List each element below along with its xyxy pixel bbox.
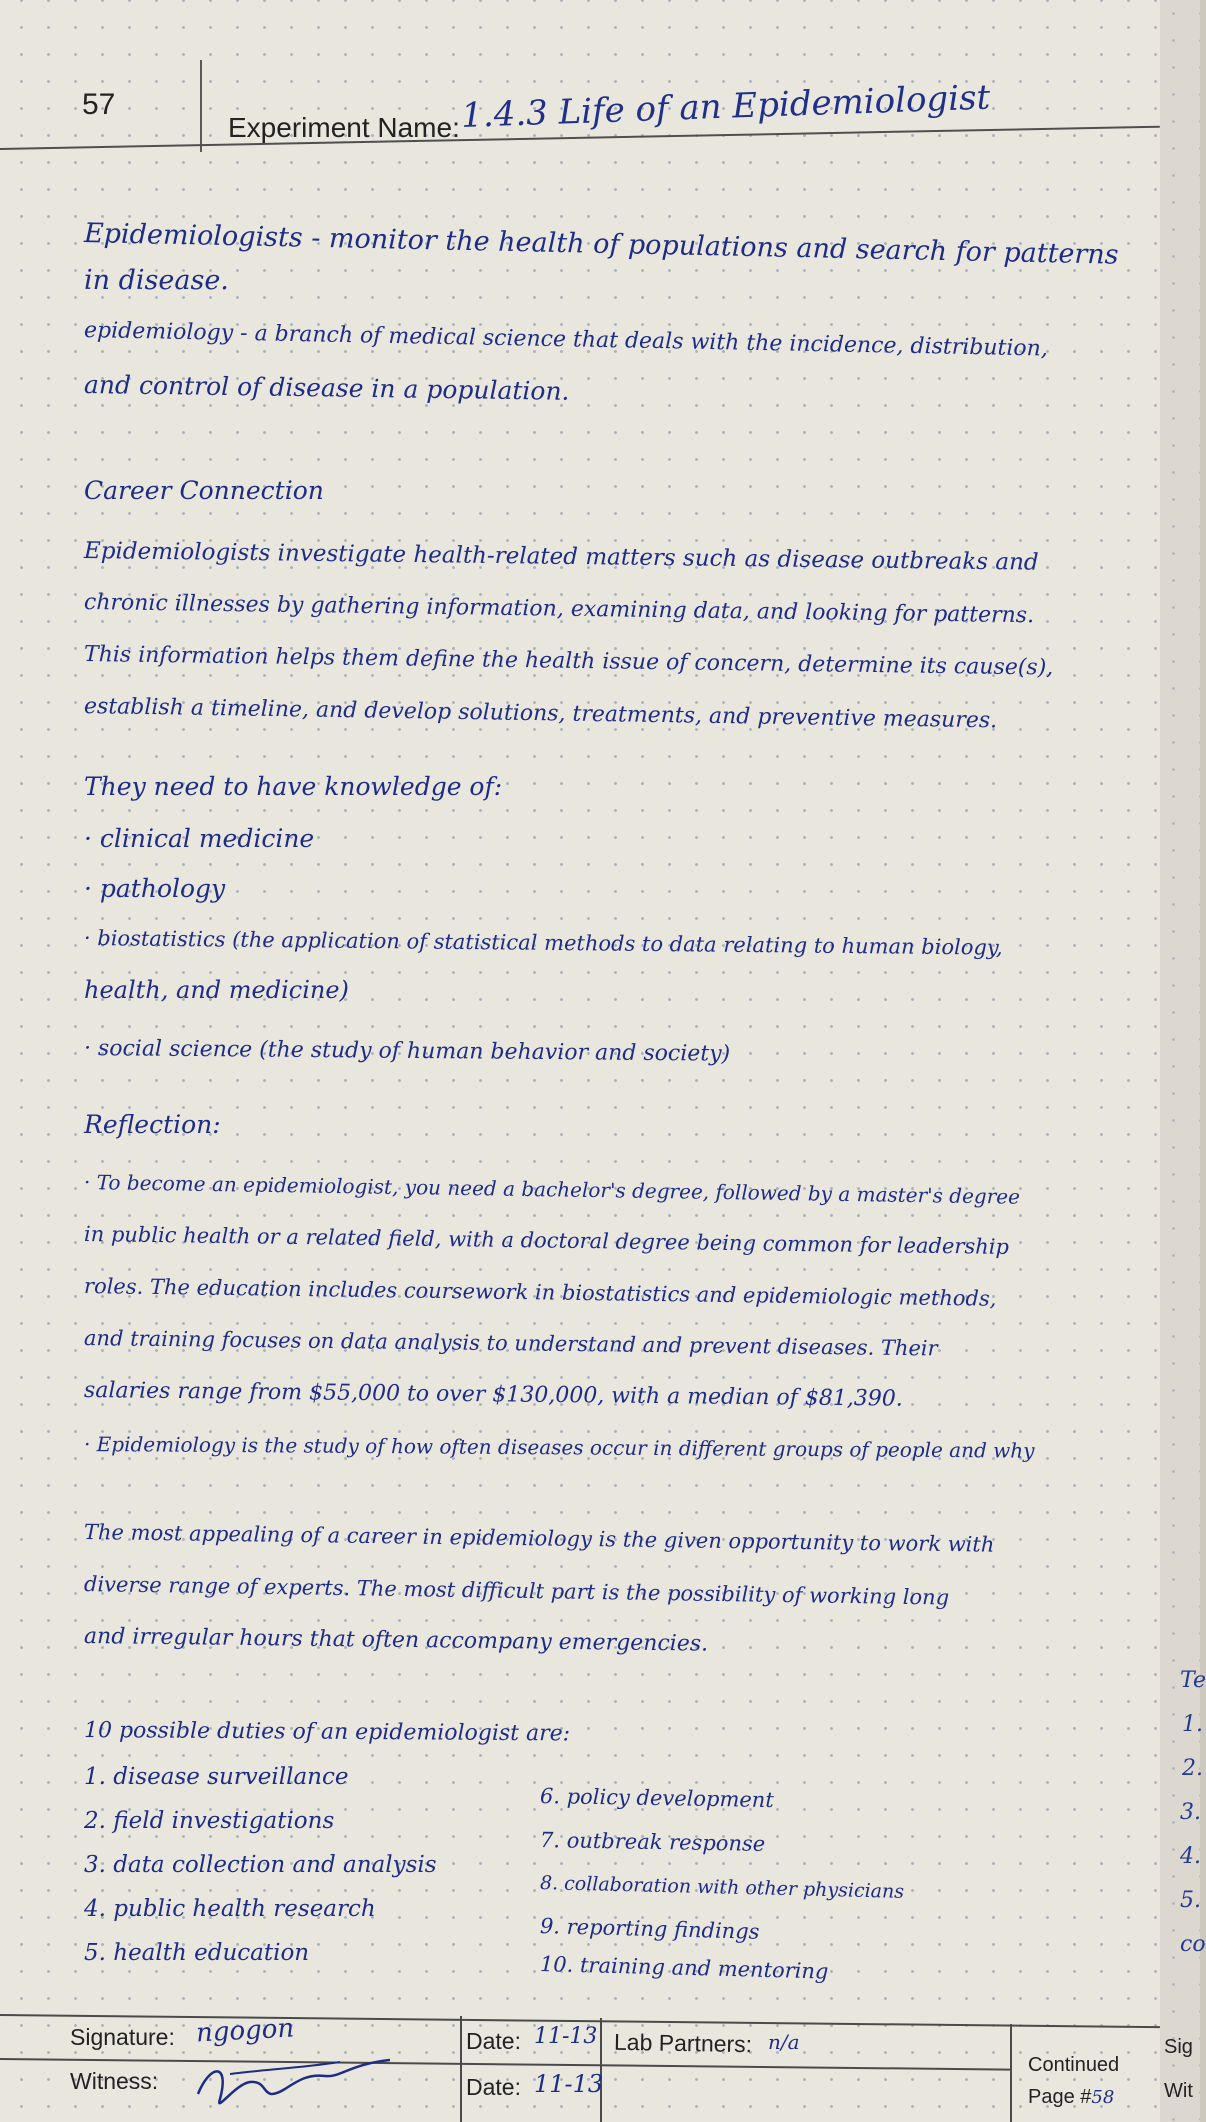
lab-partners-label: Lab Partners: [613, 2028, 753, 2058]
knowledge-item-pathology: · pathology [84, 874, 226, 903]
duty-item: 9. reporting findings [539, 1914, 760, 1944]
career-line-4: establish a timeline, and develop solutions, treatments, and preventive measures. [83, 694, 998, 734]
adjacent-fragment: 2. [1182, 1756, 1203, 1781]
duty-item: 3. data collection and analysis [84, 1852, 437, 1878]
footer-divider-3 [1010, 2024, 1012, 2122]
knowledge-item-social-science: · social science (the study of human behavior and society) [83, 1036, 731, 1067]
signature-label: Signature: [70, 2024, 175, 2050]
knowledge-item-biostatistics: · biostatistics (the application of statistical methods to data relating to human biology, [83, 926, 1003, 960]
date-value-2: 11-13 [534, 2070, 604, 2098]
duty-item: 1. disease surveillance [84, 1764, 349, 1790]
definition-epidemiologists: Epidemiologists - monitor the health of populations and search for patterns [83, 218, 1119, 271]
signature-block [0, 1968, 1160, 2122]
duties-heading: 10 possible duties of an epidemiologist are: [83, 1718, 571, 1747]
career-line-2: chronic illnesses by gathering information, examining data, and looking for patterns. [83, 590, 1035, 629]
page-number: 57 [82, 88, 116, 121]
career-line-3: This information helps them define the health issue of concern, determine its cause(s), [83, 642, 1054, 681]
career-line-1: Epidemiologists investigate health-related matters such as disease outbreaks and [83, 538, 1039, 576]
appealing-line-1: The most appealing of a career in epidemiology is the given opportunity to work with [83, 1520, 995, 1557]
duty-item: 6. policy development [539, 1784, 774, 1813]
definition-epidemiologists-cont: in disease. [84, 265, 229, 296]
career-connection-heading: Career Connection [84, 476, 324, 505]
witness-signature [190, 2044, 400, 2118]
reflection-line-6: · Epidemiology is the study of how often diseases occur in different groups of people and why [83, 1432, 1035, 1463]
duty-item: 2. field investigations [84, 1808, 335, 1834]
knowledge-heading: They need to have knowledge of: [84, 772, 503, 801]
appealing-line-2: diverse range of experts. The most difficult part is the possibility of working long [83, 1572, 950, 1610]
lab-partners-value: n/a [768, 2030, 800, 2054]
knowledge-item-clinical-medicine: · clinical medicine [84, 824, 315, 853]
date-value-1: 11-13 [534, 2024, 598, 2049]
duty-item: 7. outbreak response [539, 1828, 766, 1856]
page-ref-value: 58 [1091, 2087, 1115, 2108]
adjacent-fragment: 1. [1182, 1712, 1203, 1737]
continued-label: Continued [1028, 2054, 1120, 2076]
adjacent-fragment: 5. [1180, 1888, 1201, 1913]
header-divider [200, 60, 202, 152]
duty-item: 5. health education [84, 1940, 310, 1966]
adjacent-fragment: 4. [1180, 1844, 1201, 1869]
reflection-line-3: roles. The education includes coursework in biostatistics and epidemiologic methods, [83, 1274, 997, 1311]
page-ref-prefix: Page # [1028, 2086, 1092, 2108]
definition-epidemiology-cont: and control of disease in a population. [83, 370, 570, 406]
reflection-line-2: in public health or a related field, with a doctoral degree being common for leadership [83, 1222, 1010, 1259]
adjacent-fragment: 3. [1180, 1800, 1201, 1825]
duty-item: 8. collaboration with other physicians [539, 1872, 905, 1903]
date-label-1: Date: [466, 2028, 521, 2054]
witness-label: Witness: [70, 2068, 159, 2094]
appealing-line-3: and irregular hours that often accompany emergencies. [83, 1624, 709, 1657]
date-label-2: Date: [466, 2074, 521, 2100]
page-ref-label [1028, 2086, 1114, 2109]
signature-value: ngogon [195, 2013, 295, 2049]
adjacent-fragment: Wit [1164, 2080, 1193, 2102]
experiment-name-label: Experiment Name: [228, 112, 460, 143]
experiment-name-value: 1.4.3 Life of an Epidemiologist [460, 77, 991, 136]
adjacent-page-edge [1160, 0, 1206, 2122]
definition-epidemiology: epidemiology - a branch of medical science that deals with the incidence, distribution, [83, 318, 1049, 362]
duty-item: 4. public health research [84, 1896, 376, 1922]
adjacent-fragment: Te [1180, 1668, 1206, 1693]
adjacent-fragment: Sig [1164, 2036, 1193, 2058]
reflection-heading: Reflection: [84, 1110, 221, 1139]
knowledge-item-biostatistics-cont: health, and medicine) [84, 976, 349, 1004]
reflection-line-5: salaries range from $55,000 to over $130,000, with a median of $81,390. [83, 1378, 903, 1412]
adjacent-fragment: co [1180, 1932, 1206, 1957]
footer-divider-1 [460, 2016, 462, 2122]
reflection-line-1: · To become an epidemiologist, you need a bachelor's degree, followed by a master's degree [83, 1170, 1021, 1209]
duty-item: 10. training and mentoring [539, 1952, 829, 1984]
reflection-line-4: and training focuses on data analysis to understand and prevent diseases. Their [83, 1326, 938, 1361]
